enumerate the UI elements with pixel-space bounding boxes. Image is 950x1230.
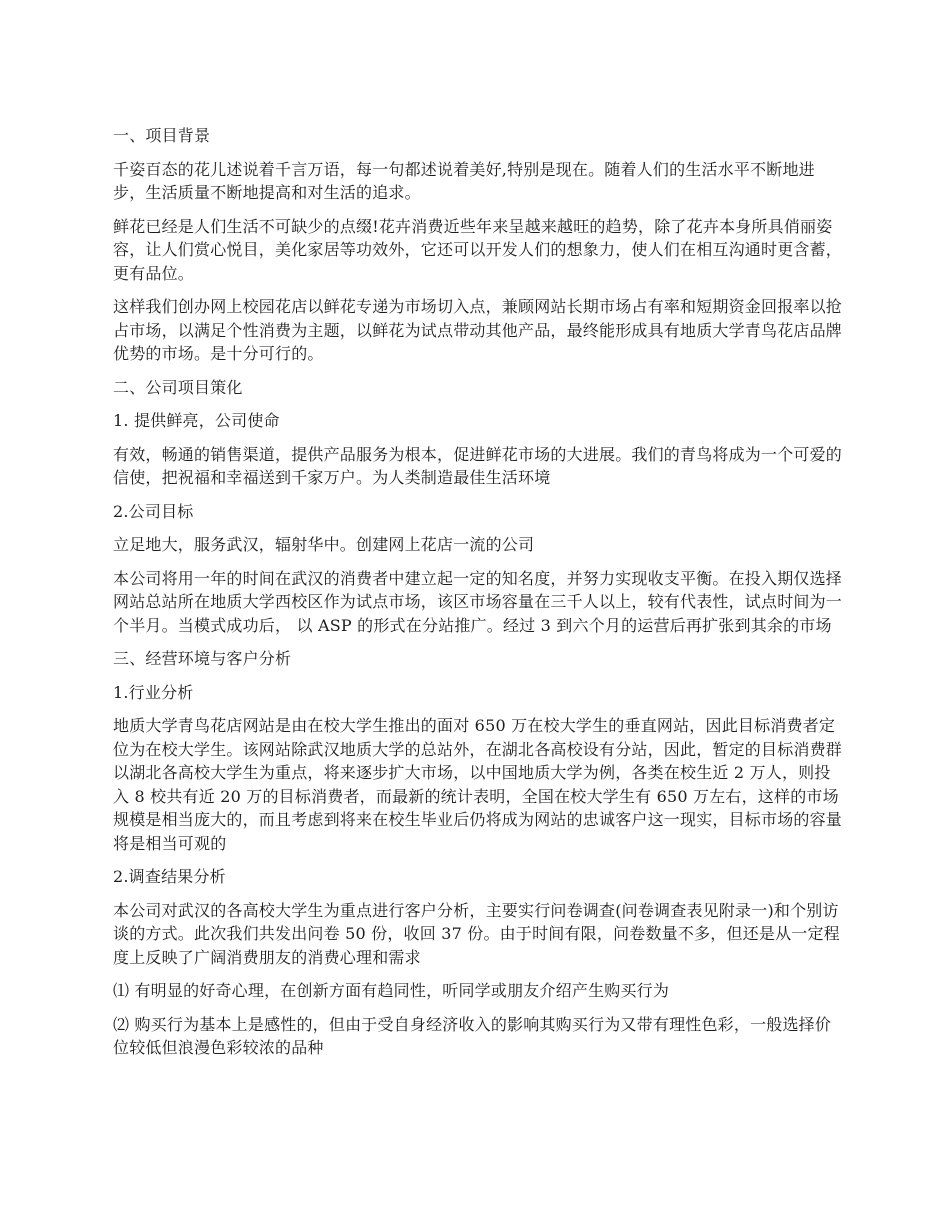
section-heading-background: 一、项目背景	[113, 126, 211, 145]
paragraph-flowers-intro: 千姿百态的花儿述说着千言万语，每一句都述说着美好,特别是现在。随着人们的生活水平不断地进步，生活质量不断地提高和对生活的追求。	[113, 159, 815, 202]
paragraph-industry-analysis: 地质大学青鸟花店网站是由在校大学生推出的面对 650 万在校大学生的垂直网站，因此目标消费者定位为在校大学生。该网站除武汉地质大学的总站外，在湖北各高校设有分站，因此，暂定的目标消费群以湖北各高校大学生为重点，将来逐步扩大市场，以中国地质大学为例，各类在校生近 2 万人，则投入 8 校共有近 20 万的目标消费者，而最新的统计表明，全国在校大学生有 650 万左右，这样的市场规模是相当庞大的，而且考虑到将来在校生毕业后仍将成为网站的忠诚客户这一现实，目标市场的容量将是相当可观的	[113, 716, 843, 853]
subheading-mission: 1. 提供鲜亮，公司使命	[113, 411, 280, 430]
subheading-goals: 2.公司目标	[113, 501, 194, 521]
document-body	[113, 124, 843, 1070]
subheading-survey: 2.调查结果分析	[113, 867, 226, 886]
list-item-finding-2: ⑵ 购买行为基本上是感性的，但由于受自身经济收入的影响其购买行为又带有理性色彩，一般选择价位较低但浪漫色彩较浓的品种	[113, 1014, 832, 1057]
paragraph-goal-details: 本公司将用一年的时间在武汉的消费者中建立起一定的知名度，并努力实现收支平衡。在投入期仅选择网站总站所在地质大学西校区作为试点市场，该区市场容量在三千人以上，较有代表性，试点时间为一个半月。当模式成功后， 以 ASP 的形式在分站推广。经过 3 到六个月的运营后再扩张到其余的市场	[113, 568, 843, 635]
paragraph-survey-method: 本公司对武汉的各高校大学生为重点进行客户分析，主要实行问卷调查(问卷调查表见附录一)和个别访谈的方式。此次我们共发出问卷 50 份，收回 37 份。由于时间有限，问卷数量不多，但还是从一定程度上反映了广阔消费朋友的消费心理和需求	[113, 900, 840, 967]
section-heading-environment: 三、经营环境与客户分析	[113, 649, 292, 668]
subheading-industry: 1.行业分析	[113, 682, 194, 702]
section-heading-planning: 二、公司项目策化	[113, 377, 243, 397]
paragraph-mission: 有效，畅通的销售渠道，提供产品服务为根本，促进鲜花市场的大进展。我们的青鸟将成为一个可爱的信使，把祝福和幸福送到千家万户。为人类制造最佳生活环境	[113, 444, 843, 487]
list-item-finding-1: ⑴ 有明显的好奇心理，在创新方面有趋同性，听同学或朋友介绍产生购买行为	[113, 981, 670, 1000]
paragraph-flower-consumption: 鲜花已经是人们生活不可缺少的点缀!花卉消费近些年来呈越来越旺的趋势，除了花卉本身所具俏丽姿容，让人们赏心悦目，美化家居等功效外，它还可以开发人们的想象力，使人们在相互沟通时更含蓄，更有品位。	[113, 216, 843, 283]
paragraph-goal-summary: 立足地大，服务武汉，辐射华中。创建网上花店一流的公司	[113, 535, 535, 554]
paragraph-market-entry: 这样我们创办网上校园花店以鲜花专递为市场切入点，兼顾网站长期市场占有率和短期资金回报率以抢占市场，以满足个性消费为主题，以鲜花为试点带动其他产品，最终能形成具有地质大学青鸟花店品牌优势的市场。是十分可行的。	[113, 297, 843, 363]
